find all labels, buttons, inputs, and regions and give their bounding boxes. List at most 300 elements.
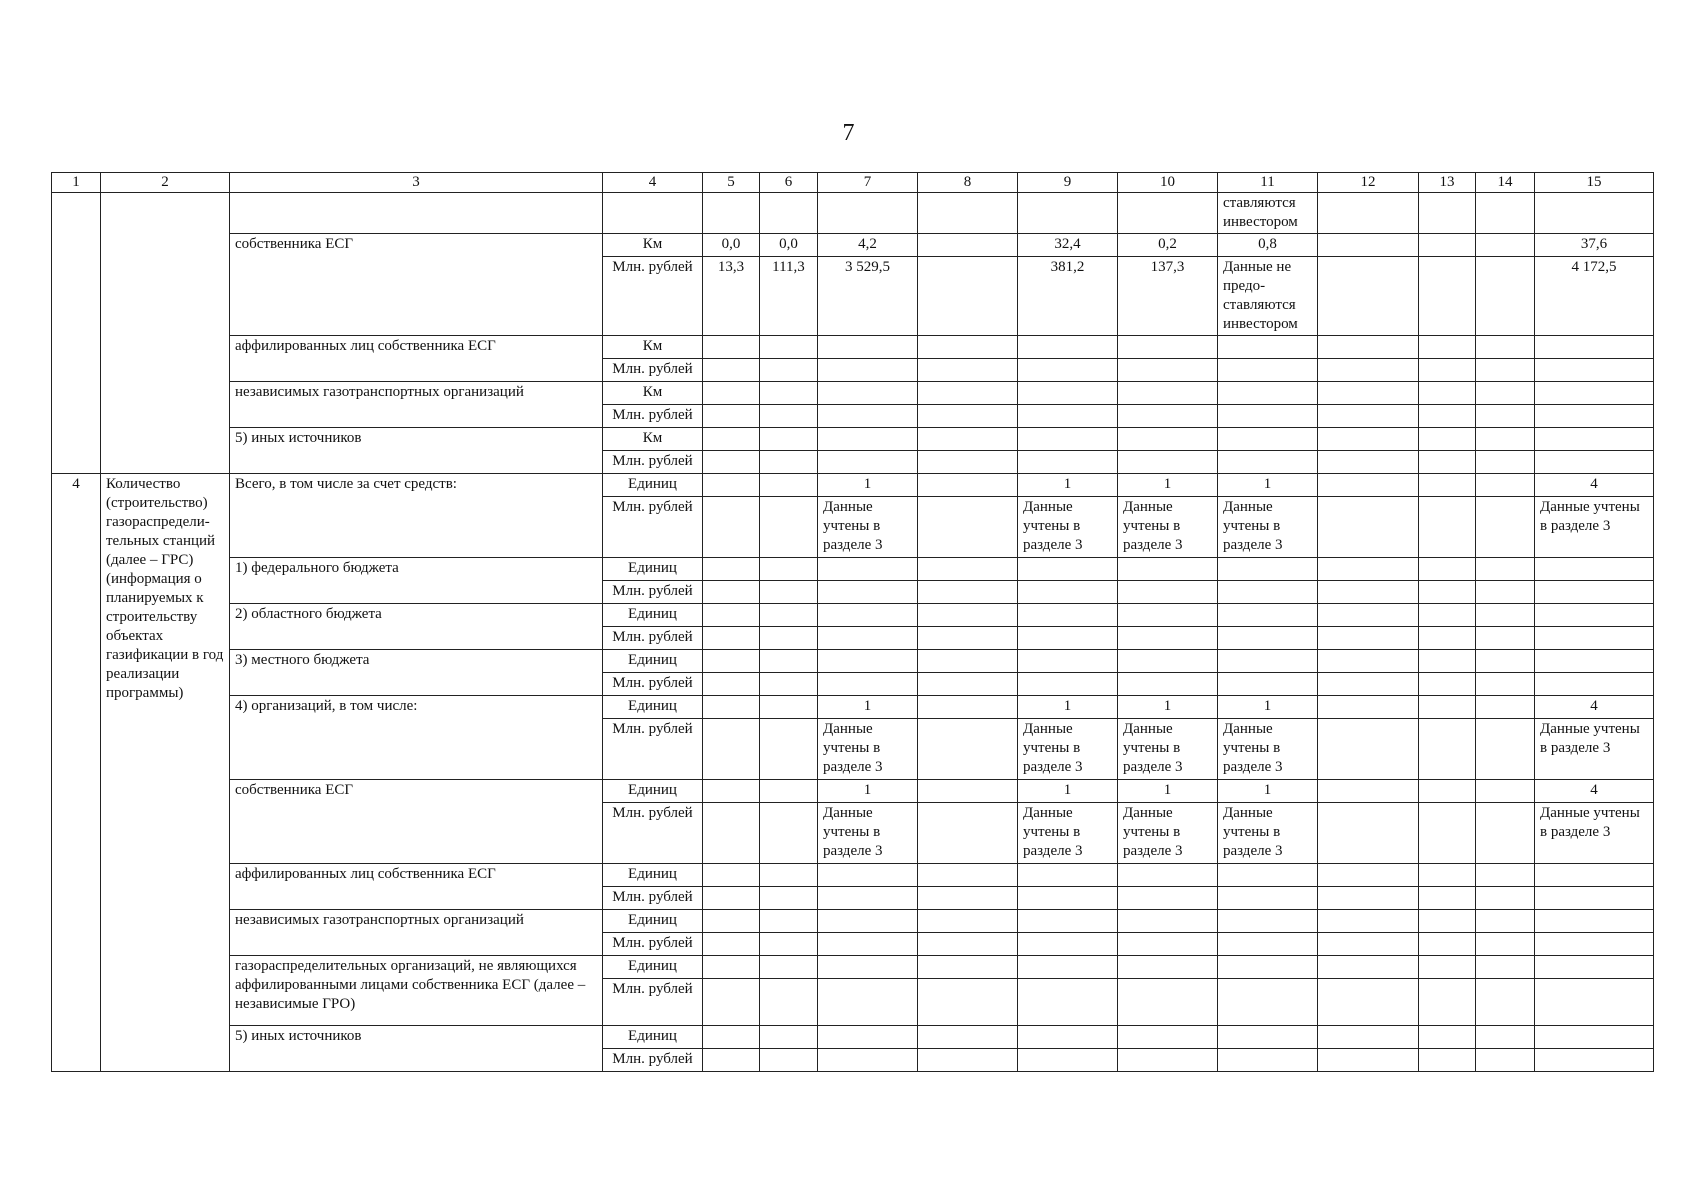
- unit-of-measure: Млн. рублей: [603, 451, 703, 474]
- value-col-15: [1535, 650, 1654, 673]
- value-col-10: 137,3: [1118, 257, 1218, 336]
- value-col-8: [918, 650, 1018, 673]
- value-col-10: [1118, 910, 1218, 933]
- value-col-10: [1118, 979, 1218, 1026]
- value-col-10: [1118, 1049, 1218, 1072]
- value-col-7: [818, 604, 918, 627]
- value-col-8: [918, 581, 1018, 604]
- value-col-13: [1419, 1049, 1476, 1072]
- value-col-13: [1419, 803, 1476, 864]
- value-col-12: [1318, 193, 1419, 234]
- value-col-11: [1218, 910, 1318, 933]
- value-col-5: [703, 336, 760, 359]
- value-col-8: [918, 1026, 1018, 1049]
- value-col-13: [1419, 257, 1476, 336]
- value-col-13: [1419, 696, 1476, 719]
- value-col-7: [818, 382, 918, 405]
- value-col-14: [1476, 428, 1535, 451]
- unit-of-measure: Млн. рублей: [603, 719, 703, 780]
- value-col-14: [1476, 558, 1535, 581]
- value-col-6: [760, 910, 818, 933]
- page-number: 7: [842, 120, 855, 146]
- value-col-5: 0,0: [703, 234, 760, 257]
- value-col-15: [1535, 910, 1654, 933]
- value-col-14: [1476, 673, 1535, 696]
- value-col-10: [1118, 336, 1218, 359]
- value-col-12: [1318, 1049, 1419, 1072]
- value-col-11: 1: [1218, 696, 1318, 719]
- value-col-7: Данные учтены в разделе 3: [818, 803, 918, 864]
- value-col-14: [1476, 1049, 1535, 1072]
- value-col-7: [818, 581, 918, 604]
- value-col-14: [1476, 581, 1535, 604]
- value-col-10: [1118, 887, 1218, 910]
- value-col-11: Данные учтены в разделе 3: [1218, 497, 1318, 558]
- funding-source: собственника ЕСГ: [230, 234, 603, 336]
- column-number-9: 9: [1018, 173, 1118, 193]
- value-col-15: 4: [1535, 474, 1654, 497]
- value-col-7: [818, 910, 918, 933]
- value-col-10: [1118, 382, 1218, 405]
- value-col-5: [703, 956, 760, 979]
- value-col-11: [1218, 405, 1318, 428]
- value-col-5: [703, 673, 760, 696]
- value-col-15: Данные учтены в разделе 3: [1535, 497, 1654, 558]
- value-col-9: [1018, 933, 1118, 956]
- value-col-13: [1419, 627, 1476, 650]
- value-col-5: [703, 719, 760, 780]
- value-col-9: [1018, 558, 1118, 581]
- value-col-11: [1218, 627, 1318, 650]
- table-row: [52, 910, 1654, 933]
- value-col-11: [1218, 956, 1318, 979]
- value-col-10: [1118, 933, 1218, 956]
- unit-of-measure: Единиц: [603, 910, 703, 933]
- column-number-2: 2: [101, 173, 230, 193]
- value-col-6: [760, 627, 818, 650]
- unit-of-measure: Млн. рублей: [603, 673, 703, 696]
- value-col-7: [818, 193, 918, 234]
- value-col-11: [1218, 604, 1318, 627]
- value-col-13: [1419, 650, 1476, 673]
- value-col-7: 1: [818, 474, 918, 497]
- value-col-8: [918, 673, 1018, 696]
- value-col-15: [1535, 193, 1654, 234]
- value-col-9: [1018, 193, 1118, 234]
- value-col-6: [760, 1049, 818, 1072]
- value-col-12: [1318, 719, 1419, 780]
- value-col-10: Данные учтены в разделе 3: [1118, 497, 1218, 558]
- value-col-9: [1018, 650, 1118, 673]
- unit-of-measure: Км: [603, 382, 703, 405]
- value-col-6: [760, 673, 818, 696]
- value-col-9: [1018, 1026, 1118, 1049]
- value-col-5: [703, 864, 760, 887]
- unit-of-measure: Единиц: [603, 1026, 703, 1049]
- value-col-6: [760, 336, 818, 359]
- value-col-15: Данные учтены в разделе 3: [1535, 719, 1654, 780]
- unit-of-measure: Млн. рублей: [603, 803, 703, 864]
- value-col-14: [1476, 803, 1535, 864]
- value-col-5: [703, 1049, 760, 1072]
- value-col-12: [1318, 887, 1419, 910]
- value-col-9: 1: [1018, 474, 1118, 497]
- value-col-13: [1419, 604, 1476, 627]
- value-col-6: [760, 359, 818, 382]
- value-col-12: [1318, 558, 1419, 581]
- unit-of-measure: Единиц: [603, 650, 703, 673]
- value-col-12: [1318, 604, 1419, 627]
- value-col-6: [760, 979, 818, 1026]
- value-col-14: [1476, 780, 1535, 803]
- value-col-9: [1018, 359, 1118, 382]
- value-col-12: [1318, 428, 1419, 451]
- value-col-5: [703, 497, 760, 558]
- value-col-6: [760, 933, 818, 956]
- value-col-11: Данные не предо-ставляются инвестором: [1218, 257, 1318, 336]
- value-col-5: [703, 193, 760, 234]
- column-number-4: 4: [603, 173, 703, 193]
- unit-of-measure: Км: [603, 234, 703, 257]
- value-col-7: Данные учтены в разделе 3: [818, 719, 918, 780]
- value-col-12: [1318, 382, 1419, 405]
- value-col-8: [918, 474, 1018, 497]
- value-col-12: [1318, 780, 1419, 803]
- value-col-12: [1318, 451, 1419, 474]
- value-col-15: [1535, 933, 1654, 956]
- value-col-13: [1419, 497, 1476, 558]
- funding-source: [230, 193, 603, 234]
- value-col-11: [1218, 979, 1318, 1026]
- value-col-11: [1218, 382, 1318, 405]
- value-col-15: [1535, 359, 1654, 382]
- value-col-14: [1476, 864, 1535, 887]
- value-col-13: [1419, 193, 1476, 234]
- value-col-12: [1318, 581, 1419, 604]
- value-col-6: 111,3: [760, 257, 818, 336]
- value-col-8: [918, 359, 1018, 382]
- unit-of-measure: Млн. рублей: [603, 359, 703, 382]
- value-col-14: [1476, 887, 1535, 910]
- column-number-3: 3: [230, 173, 603, 193]
- value-col-14: [1476, 719, 1535, 780]
- unit-of-measure: Км: [603, 428, 703, 451]
- value-col-5: [703, 604, 760, 627]
- value-col-9: [1018, 979, 1118, 1026]
- value-col-8: [918, 864, 1018, 887]
- item-number: [52, 193, 101, 474]
- value-col-10: [1118, 405, 1218, 428]
- value-col-14: [1476, 359, 1535, 382]
- value-col-5: [703, 474, 760, 497]
- table-row: [52, 956, 1654, 979]
- funding-source: независимых газотранспортных организаций: [230, 910, 603, 956]
- value-col-6: [760, 887, 818, 910]
- table-row: [52, 193, 1654, 234]
- value-col-8: [918, 193, 1018, 234]
- value-col-15: [1535, 558, 1654, 581]
- unit-of-measure: Млн. рублей: [603, 933, 703, 956]
- value-col-7: [818, 887, 918, 910]
- value-col-15: [1535, 382, 1654, 405]
- value-col-8: [918, 604, 1018, 627]
- value-col-6: [760, 428, 818, 451]
- value-col-8: [918, 428, 1018, 451]
- unit-of-measure: Единиц: [603, 956, 703, 979]
- value-col-15: [1535, 604, 1654, 627]
- value-col-9: [1018, 627, 1118, 650]
- value-col-10: [1118, 581, 1218, 604]
- value-col-11: [1218, 650, 1318, 673]
- value-col-6: [760, 780, 818, 803]
- table-row: [52, 604, 1654, 627]
- value-col-14: [1476, 257, 1535, 336]
- value-col-7: [818, 673, 918, 696]
- value-col-7: [818, 451, 918, 474]
- value-col-9: 32,4: [1018, 234, 1118, 257]
- item-indicator: [101, 193, 230, 474]
- value-col-9: [1018, 451, 1118, 474]
- value-col-13: [1419, 719, 1476, 780]
- value-col-6: [760, 604, 818, 627]
- value-col-7: [818, 933, 918, 956]
- item-indicator: Количество (строительство) газораспредели-тельных станций (далее – ГРС) (информация о планируемых к строительству объектах газификации в год реализации программы): [101, 474, 230, 1072]
- value-col-13: [1419, 451, 1476, 474]
- unit-of-measure: Млн. рублей: [603, 497, 703, 558]
- value-col-6: [760, 650, 818, 673]
- value-col-15: [1535, 428, 1654, 451]
- funding-source: газораспределительных организаций, не являющихся аффилированными лицами собственника ЕСГ (далее – независимые ГРО): [230, 956, 603, 1026]
- value-col-15: 4 172,5: [1535, 257, 1654, 336]
- value-col-7: [818, 956, 918, 979]
- value-col-13: [1419, 474, 1476, 497]
- value-col-5: [703, 933, 760, 956]
- table-body: [52, 173, 1654, 1072]
- value-col-9: 381,2: [1018, 257, 1118, 336]
- value-col-7: 1: [818, 780, 918, 803]
- value-col-9: [1018, 405, 1118, 428]
- value-col-6: [760, 803, 818, 864]
- table-row: [52, 696, 1654, 719]
- value-col-13: [1419, 234, 1476, 257]
- unit-of-measure: Млн. рублей: [603, 1049, 703, 1072]
- value-col-7: [818, 558, 918, 581]
- value-col-8: [918, 910, 1018, 933]
- value-col-8: [918, 451, 1018, 474]
- value-col-13: [1419, 382, 1476, 405]
- value-col-8: [918, 803, 1018, 864]
- value-col-15: [1535, 627, 1654, 650]
- value-col-14: [1476, 497, 1535, 558]
- value-col-15: [1535, 979, 1654, 1026]
- unit-of-measure: Единиц: [603, 864, 703, 887]
- value-col-8: [918, 497, 1018, 558]
- value-col-12: [1318, 405, 1419, 428]
- value-col-6: [760, 558, 818, 581]
- column-number-12: 12: [1318, 173, 1419, 193]
- value-col-14: [1476, 956, 1535, 979]
- value-col-9: [1018, 581, 1118, 604]
- value-col-13: [1419, 956, 1476, 979]
- value-col-7: 1: [818, 696, 918, 719]
- value-col-5: [703, 405, 760, 428]
- value-col-11: [1218, 558, 1318, 581]
- value-col-8: [918, 336, 1018, 359]
- unit-of-measure: Единиц: [603, 696, 703, 719]
- table-row: [52, 474, 1654, 497]
- value-col-7: [818, 864, 918, 887]
- value-col-6: [760, 405, 818, 428]
- value-col-9: 1: [1018, 780, 1118, 803]
- value-col-9: [1018, 428, 1118, 451]
- value-col-12: [1318, 474, 1419, 497]
- value-col-5: [703, 887, 760, 910]
- value-col-15: [1535, 673, 1654, 696]
- column-number-15: 15: [1535, 173, 1654, 193]
- unit-of-measure: Км: [603, 336, 703, 359]
- value-col-13: [1419, 558, 1476, 581]
- value-col-6: [760, 864, 818, 887]
- value-col-14: [1476, 1026, 1535, 1049]
- value-col-12: [1318, 910, 1419, 933]
- value-col-15: [1535, 1049, 1654, 1072]
- value-col-11: [1218, 336, 1318, 359]
- value-col-12: [1318, 979, 1419, 1026]
- table-row: [52, 650, 1654, 673]
- value-col-14: [1476, 405, 1535, 428]
- value-col-7: [818, 1049, 918, 1072]
- value-col-7: 3 529,5: [818, 257, 918, 336]
- value-col-12: [1318, 864, 1419, 887]
- value-col-11: [1218, 933, 1318, 956]
- value-col-5: [703, 451, 760, 474]
- value-col-8: [918, 627, 1018, 650]
- value-col-6: [760, 497, 818, 558]
- value-col-6: [760, 719, 818, 780]
- value-col-11: [1218, 359, 1318, 382]
- value-col-12: [1318, 359, 1419, 382]
- value-col-9: [1018, 1049, 1118, 1072]
- table-row: [52, 780, 1654, 803]
- funding-source: независимых газотранспортных организаций: [230, 382, 603, 428]
- value-col-10: [1118, 1026, 1218, 1049]
- value-col-12: [1318, 497, 1419, 558]
- value-col-14: [1476, 627, 1535, 650]
- value-col-14: [1476, 933, 1535, 956]
- funding-source: 4) организаций, в том числе:: [230, 696, 603, 780]
- value-col-15: [1535, 336, 1654, 359]
- value-col-5: [703, 1026, 760, 1049]
- value-col-8: [918, 405, 1018, 428]
- value-col-14: [1476, 979, 1535, 1026]
- value-col-10: 1: [1118, 474, 1218, 497]
- value-col-13: [1419, 673, 1476, 696]
- value-col-6: [760, 382, 818, 405]
- value-col-11: 1: [1218, 474, 1318, 497]
- value-col-13: [1419, 359, 1476, 382]
- value-col-12: [1318, 933, 1419, 956]
- value-col-11: [1218, 581, 1318, 604]
- column-number-1: 1: [52, 173, 101, 193]
- value-col-15: Данные учтены в разделе 3: [1535, 803, 1654, 864]
- value-col-12: [1318, 627, 1419, 650]
- funding-source: аффилированных лиц собственника ЕСГ: [230, 864, 603, 910]
- value-col-8: [918, 933, 1018, 956]
- header-row: [52, 173, 1654, 193]
- value-col-15: 4: [1535, 696, 1654, 719]
- value-col-14: [1476, 910, 1535, 933]
- value-col-6: [760, 451, 818, 474]
- value-col-9: Данные учтены в разделе 3: [1018, 497, 1118, 558]
- value-col-11: [1218, 673, 1318, 696]
- value-col-13: [1419, 910, 1476, 933]
- value-col-9: Данные учтены в разделе 3: [1018, 719, 1118, 780]
- funding-source: Всего, в том числе за счет средств:: [230, 474, 603, 558]
- value-col-6: [760, 956, 818, 979]
- value-col-8: [918, 257, 1018, 336]
- value-col-7: Данные учтены в разделе 3: [818, 497, 918, 558]
- value-col-8: [918, 382, 1018, 405]
- value-col-10: [1118, 451, 1218, 474]
- value-col-5: [703, 428, 760, 451]
- value-col-12: [1318, 336, 1419, 359]
- value-col-8: [918, 780, 1018, 803]
- value-col-9: [1018, 336, 1118, 359]
- value-col-8: [918, 558, 1018, 581]
- column-number-13: 13: [1419, 173, 1476, 193]
- value-col-14: [1476, 451, 1535, 474]
- value-col-13: [1419, 336, 1476, 359]
- value-col-14: [1476, 650, 1535, 673]
- value-col-14: [1476, 604, 1535, 627]
- funding-source: аффилированных лиц собственника ЕСГ: [230, 336, 603, 382]
- funding-source: собственника ЕСГ: [230, 780, 603, 864]
- value-col-15: [1535, 405, 1654, 428]
- value-col-14: [1476, 234, 1535, 257]
- value-col-8: [918, 1049, 1018, 1072]
- unit-of-measure: Млн. рублей: [603, 887, 703, 910]
- value-col-10: [1118, 558, 1218, 581]
- funding-source: 2) областного бюджета: [230, 604, 603, 650]
- value-col-9: [1018, 864, 1118, 887]
- funding-source: 1) федерального бюджета: [230, 558, 603, 604]
- table-row: [52, 382, 1654, 405]
- funding-source: 3) местного бюджета: [230, 650, 603, 696]
- value-col-15: 4: [1535, 780, 1654, 803]
- value-col-11: 1: [1218, 780, 1318, 803]
- value-col-5: [703, 803, 760, 864]
- value-col-11: [1218, 1049, 1318, 1072]
- value-col-14: [1476, 336, 1535, 359]
- unit-of-measure: Млн. рублей: [603, 979, 703, 1026]
- value-col-9: [1018, 382, 1118, 405]
- value-col-6: [760, 581, 818, 604]
- value-col-5: [703, 650, 760, 673]
- unit-of-measure: Единиц: [603, 780, 703, 803]
- value-col-12: [1318, 696, 1419, 719]
- value-col-13: [1419, 864, 1476, 887]
- value-col-11: Данные учтены в разделе 3: [1218, 803, 1318, 864]
- value-col-5: [703, 359, 760, 382]
- value-col-12: [1318, 257, 1419, 336]
- unit-of-measure: Единиц: [603, 558, 703, 581]
- value-col-10: Данные учтены в разделе 3: [1118, 803, 1218, 864]
- unit-of-measure: Млн. рублей: [603, 627, 703, 650]
- column-number-5: 5: [703, 173, 760, 193]
- value-col-9: 1: [1018, 696, 1118, 719]
- value-col-5: [703, 780, 760, 803]
- value-col-10: Данные учтены в разделе 3: [1118, 719, 1218, 780]
